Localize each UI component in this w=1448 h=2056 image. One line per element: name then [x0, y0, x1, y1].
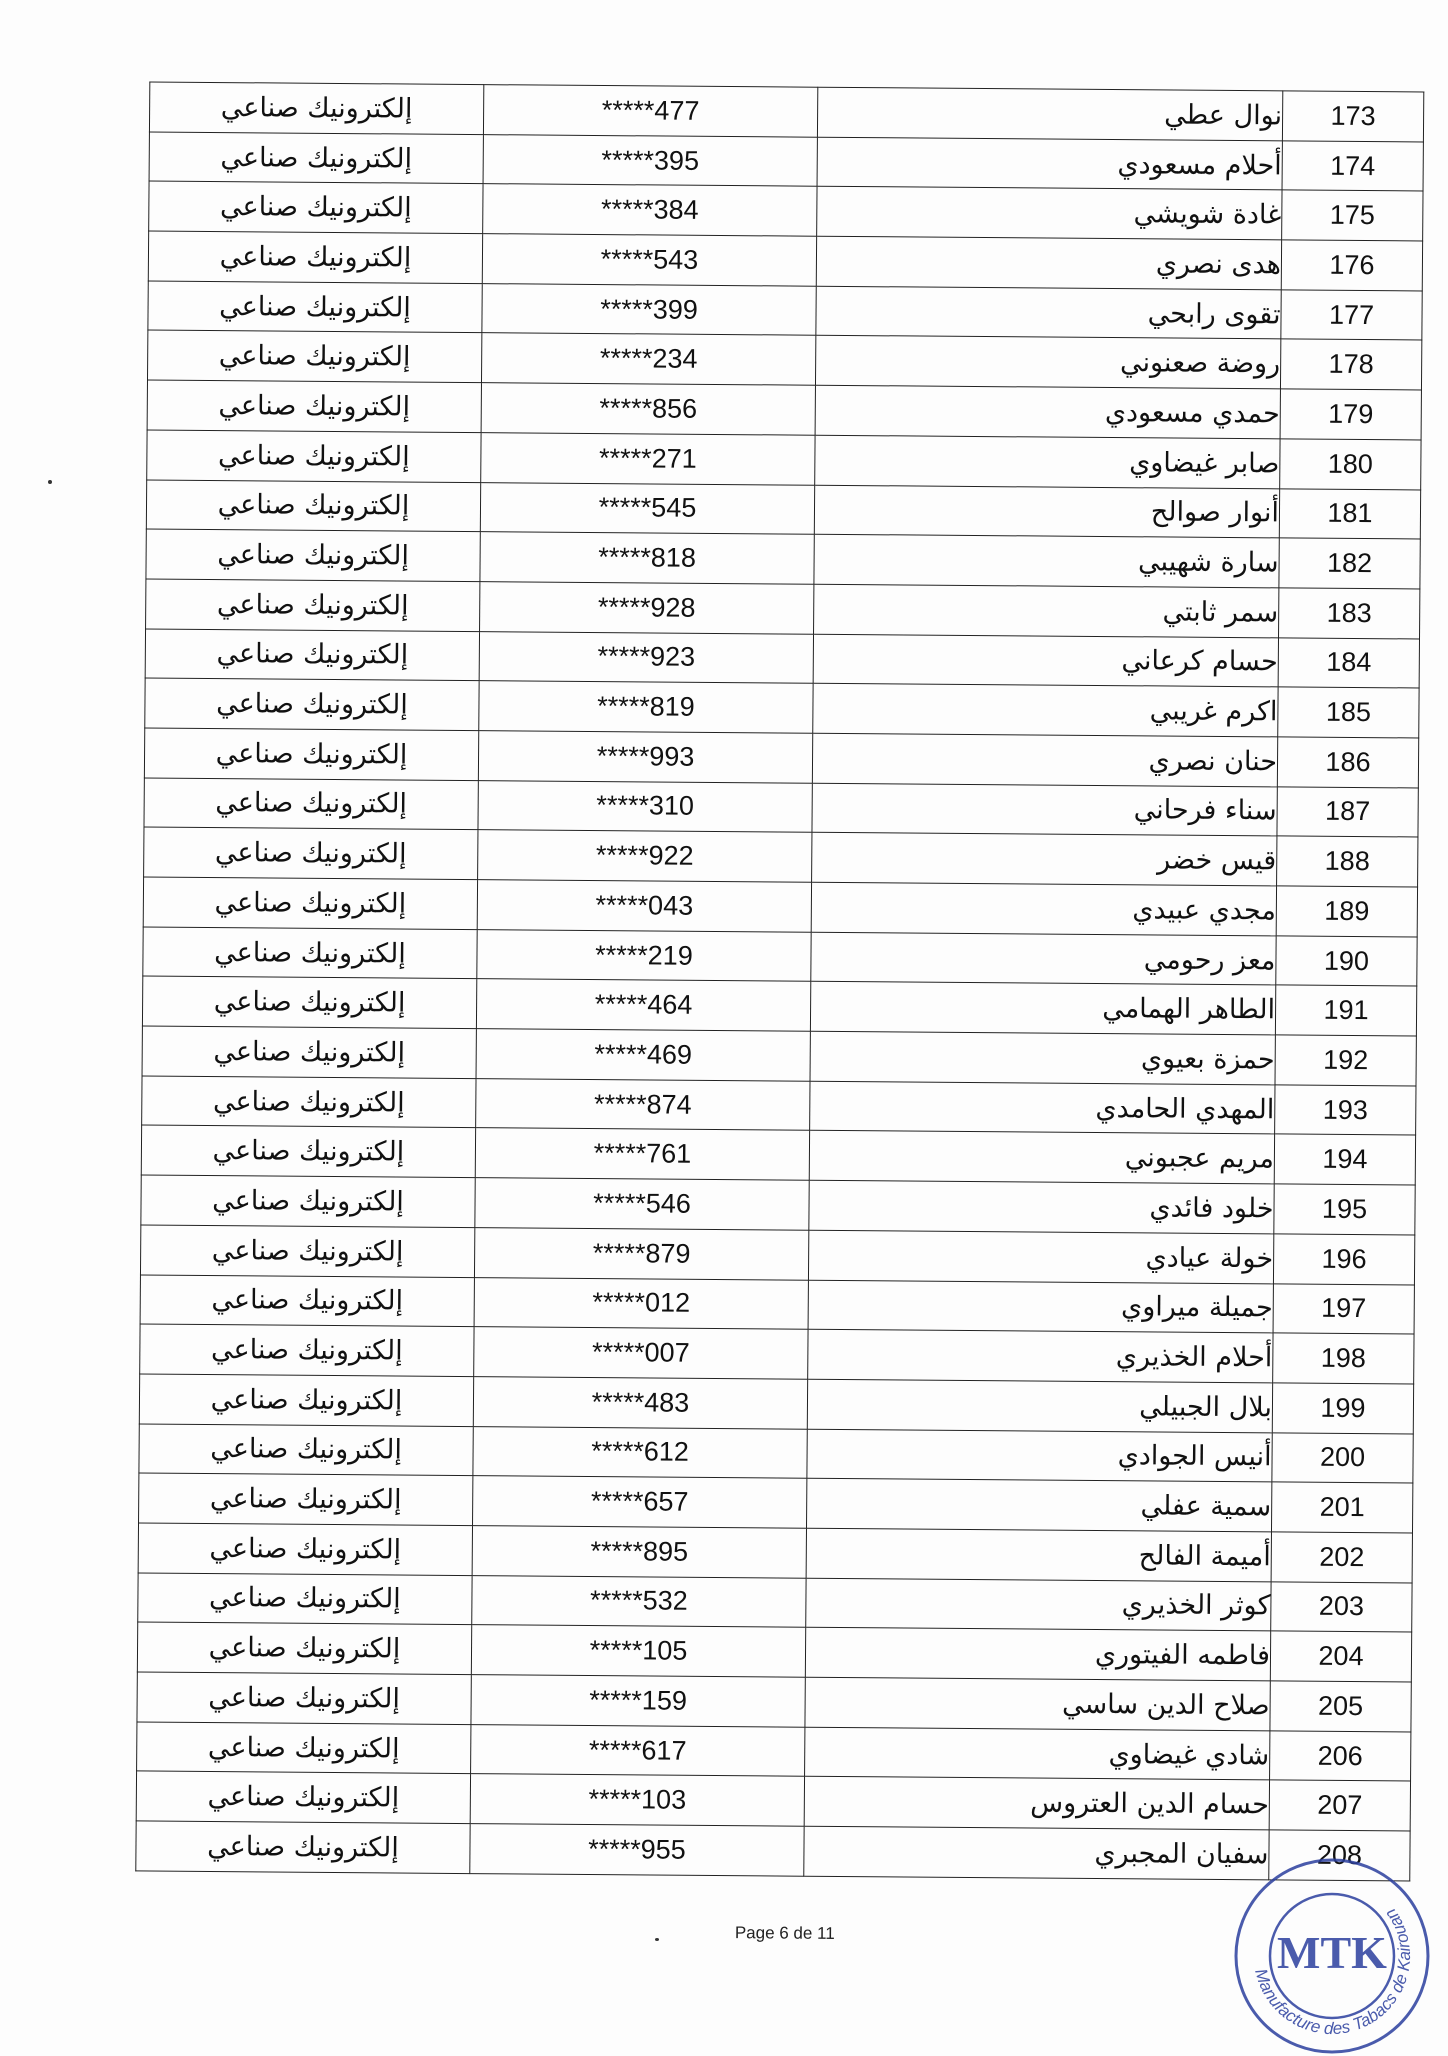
specialty-cell: إلكترونيك صناعي — [142, 1076, 476, 1128]
name-cell: اكرم غريبي — [813, 683, 1278, 736]
specialty-cell: إلكترونيك صناعي — [144, 827, 478, 879]
specialty-cell: إلكترونيك صناعي — [136, 1821, 470, 1873]
name-cell: بلال الجبيلي — [807, 1379, 1272, 1432]
id-number-cell: *****271 — [481, 432, 815, 484]
name-cell: معز رحومي — [811, 932, 1276, 985]
specialty-cell: إلكترونيك صناعي — [140, 1225, 474, 1277]
name-cell: تقوى رابحي — [816, 286, 1281, 339]
specialty-cell: إلكترونيك صناعي — [137, 1722, 471, 1774]
specialty-cell: إلكترونيك صناعي — [140, 1274, 474, 1326]
name-cell: مريم عجبوني — [809, 1131, 1274, 1184]
company-stamp — [1232, 1856, 1432, 2056]
row-number-cell: 187 — [1277, 786, 1418, 837]
row-number-cell: 207 — [1269, 1780, 1410, 1831]
name-cell: أحلام مسعودي — [817, 137, 1282, 190]
specialty-cell: إلكترونيك صناعي — [137, 1672, 471, 1724]
row-number-cell: 201 — [1271, 1482, 1412, 1533]
specialty-cell: إلكترونيك صناعي — [149, 181, 483, 233]
scan-speck — [655, 1938, 659, 1941]
row-number-cell: 192 — [1275, 1035, 1416, 1086]
row-number-cell: 203 — [1271, 1581, 1412, 1632]
row-number-cell: 181 — [1279, 488, 1420, 539]
name-cell: حسام كرعاني — [813, 634, 1278, 687]
specialty-cell: إلكترونيك صناعي — [146, 479, 480, 531]
id-number-cell: *****395 — [483, 134, 817, 186]
id-number-cell: *****384 — [483, 184, 817, 236]
row-number-cell: 186 — [1277, 737, 1418, 788]
id-number-cell: *****399 — [482, 283, 816, 335]
id-number-cell: *****007 — [474, 1327, 808, 1379]
name-cell: صابر غيضاوي — [815, 435, 1280, 488]
stamp-logo: MTK — [1277, 1927, 1387, 1978]
name-cell: سناء فرحاني — [812, 783, 1277, 836]
name-cell: المهدي الحامدي — [810, 1081, 1275, 1134]
id-number-cell: *****922 — [478, 830, 812, 882]
specialty-cell: إلكترونيك صناعي — [136, 1771, 470, 1823]
name-cell: فاطمه الفيتوري — [805, 1628, 1270, 1681]
id-number-cell: *****159 — [471, 1675, 805, 1727]
id-number-cell: *****993 — [478, 731, 812, 783]
name-cell: كوثر الخذيري — [806, 1578, 1271, 1631]
id-number-cell: *****469 — [476, 1029, 810, 1081]
id-number-cell: *****874 — [476, 1078, 810, 1130]
row-number-cell: 180 — [1280, 439, 1421, 490]
id-number-cell: *****761 — [475, 1128, 809, 1180]
id-number-cell: *****819 — [479, 681, 813, 733]
row-number-cell: 182 — [1279, 538, 1420, 589]
id-number-cell: *****477 — [483, 85, 817, 137]
name-cell: أنوار صوالح — [814, 485, 1279, 538]
specialty-cell: إلكترونيك صناعي — [143, 927, 477, 979]
scan-speck — [48, 480, 52, 484]
name-cell: خلود فائدي — [809, 1180, 1274, 1233]
specialty-cell: إلكترونيك صناعي — [137, 1622, 471, 1674]
id-number-cell: *****464 — [476, 979, 810, 1031]
id-number-cell: *****546 — [475, 1178, 809, 1230]
name-cell: حنان نصري — [812, 733, 1277, 786]
id-number-cell: *****105 — [471, 1625, 805, 1677]
specialty-cell: إلكترونيك صناعي — [148, 281, 482, 333]
row-number-cell: 198 — [1273, 1333, 1414, 1384]
row-number-cell: 205 — [1270, 1681, 1411, 1732]
row-number-cell: 189 — [1276, 886, 1417, 937]
id-number-cell: *****617 — [471, 1724, 805, 1776]
name-cell: قيس خضر — [812, 833, 1277, 886]
specialty-cell: إلكترونيك صناعي — [139, 1473, 473, 1525]
id-number-cell: *****923 — [479, 631, 813, 683]
name-cell: غادة شويشي — [817, 187, 1282, 240]
name-cell: خولة عيادي — [808, 1230, 1273, 1283]
row-number-cell: 191 — [1275, 985, 1416, 1036]
specialty-cell: إلكترونيك صناعي — [144, 728, 478, 780]
name-cell: جميلة ميراوي — [808, 1280, 1273, 1333]
table-body — [136, 82, 1424, 1881]
id-number-cell: *****818 — [480, 532, 814, 584]
row-number-cell: 179 — [1280, 389, 1421, 440]
name-cell: نوال عطي — [817, 87, 1282, 140]
id-number-cell: *****103 — [470, 1774, 804, 1826]
row-number-cell: 202 — [1271, 1532, 1412, 1583]
specialty-cell: إلكترونيك صناعي — [142, 1026, 476, 1078]
specialty-cell: إلكترونيك صناعي — [142, 976, 476, 1028]
id-number-cell: *****928 — [480, 581, 814, 633]
specialty-cell: إلكترونيك صناعي — [145, 629, 479, 681]
specialty-cell: إلكترونيك صناعي — [144, 778, 478, 830]
id-number-cell: *****545 — [480, 482, 814, 534]
table-row — [136, 1821, 1410, 1881]
id-number-cell: *****543 — [482, 234, 816, 286]
row-number-cell: 177 — [1281, 290, 1422, 341]
specialty-cell: إلكترونيك صناعي — [141, 1175, 475, 1227]
name-cell: سفيان المجبري — [804, 1826, 1269, 1879]
row-number-cell: 193 — [1275, 1085, 1416, 1136]
specialty-cell: إلكترونيك صناعي — [147, 430, 481, 482]
row-number-cell: 208 — [1269, 1830, 1410, 1881]
row-number-cell: 194 — [1274, 1134, 1415, 1185]
id-number-cell: *****879 — [474, 1227, 808, 1279]
row-number-cell: 174 — [1282, 141, 1423, 192]
row-number-cell: 197 — [1273, 1283, 1414, 1334]
name-cell: أحلام الخذيري — [808, 1329, 1273, 1382]
row-number-cell: 176 — [1281, 240, 1422, 291]
row-number-cell: 190 — [1276, 936, 1417, 987]
id-number-cell: *****955 — [470, 1824, 804, 1876]
specialty-cell: إلكترونيك صناعي — [148, 231, 482, 283]
id-number-cell: *****532 — [472, 1575, 806, 1627]
name-cell: أميمة الفالح — [806, 1528, 1271, 1581]
candidates-table — [135, 81, 1424, 1881]
id-number-cell: *****856 — [481, 383, 815, 435]
row-number-cell: 183 — [1279, 588, 1420, 639]
specialty-cell: إلكترونيك صناعي — [146, 579, 480, 631]
name-cell: أنيس الجوادي — [807, 1429, 1272, 1482]
id-number-cell: *****657 — [473, 1476, 807, 1528]
name-cell: مجدي عبيدي — [811, 882, 1276, 935]
row-number-cell: 204 — [1270, 1631, 1411, 1682]
specialty-cell: إلكترونيك صناعي — [149, 82, 483, 134]
id-number-cell: *****012 — [474, 1277, 808, 1329]
name-cell: صلاح الدين ساسي — [805, 1677, 1270, 1730]
row-number-cell: 184 — [1278, 637, 1419, 688]
row-number-cell: 196 — [1273, 1234, 1414, 1285]
specialty-cell: إلكترونيك صناعي — [139, 1424, 473, 1476]
page-number: Page 6 de 11 — [734, 1923, 835, 1943]
row-number-cell: 199 — [1272, 1383, 1413, 1434]
name-cell: هدى نصري — [816, 236, 1281, 289]
specialty-cell: إلكترونيك صناعي — [138, 1573, 472, 1625]
specialty-cell: إلكترونيك صناعي — [140, 1324, 474, 1376]
specialty-cell: إلكترونيك صناعي — [141, 1125, 475, 1177]
specialty-cell: إلكترونيك صناعي — [139, 1374, 473, 1426]
row-number-cell: 206 — [1270, 1731, 1411, 1782]
name-cell: سمية عفلي — [807, 1478, 1272, 1531]
name-cell: حمزة بعيوي — [810, 1031, 1275, 1084]
id-number-cell: *****234 — [481, 333, 815, 385]
name-cell: حسام الدين العتروس — [804, 1777, 1269, 1830]
row-number-cell: 185 — [1278, 687, 1419, 738]
id-number-cell: *****895 — [472, 1526, 806, 1578]
specialty-cell: إلكترونيك صناعي — [145, 678, 479, 730]
id-number-cell: *****219 — [477, 929, 811, 981]
id-number-cell: *****310 — [478, 780, 812, 832]
stamp-ring-text: Manufacture des Tabacs de Kairouan — [1251, 1905, 1415, 2039]
row-number-cell: 178 — [1280, 339, 1421, 390]
specialty-cell: إلكترونيك صناعي — [147, 380, 481, 432]
specialty-cell: إلكترونيك صناعي — [138, 1523, 472, 1575]
name-cell: الطاهر الهمامي — [810, 982, 1275, 1035]
name-cell: سارة شهيبي — [814, 534, 1279, 587]
specialty-cell: إلكترونيك صناعي — [149, 132, 483, 184]
specialty-cell: إلكترونيك صناعي — [147, 330, 481, 382]
id-number-cell: *****483 — [473, 1376, 807, 1428]
specialty-cell: إلكترونيك صناعي — [143, 877, 477, 929]
id-number-cell: *****043 — [477, 880, 811, 932]
row-number-cell: 195 — [1274, 1184, 1415, 1235]
specialty-cell: إلكترونيك صناعي — [146, 529, 480, 581]
name-cell: حمدي مسعودي — [815, 385, 1280, 438]
name-cell: روضة صعنوني — [815, 336, 1280, 389]
name-cell: شادي غيضاوي — [805, 1727, 1270, 1780]
row-number-cell: 188 — [1277, 836, 1418, 887]
row-number-cell: 200 — [1272, 1432, 1413, 1483]
row-number-cell: 173 — [1282, 91, 1423, 142]
row-number-cell: 175 — [1282, 190, 1423, 241]
id-number-cell: *****612 — [473, 1426, 807, 1478]
name-cell: سمر ثابتي — [814, 584, 1279, 637]
